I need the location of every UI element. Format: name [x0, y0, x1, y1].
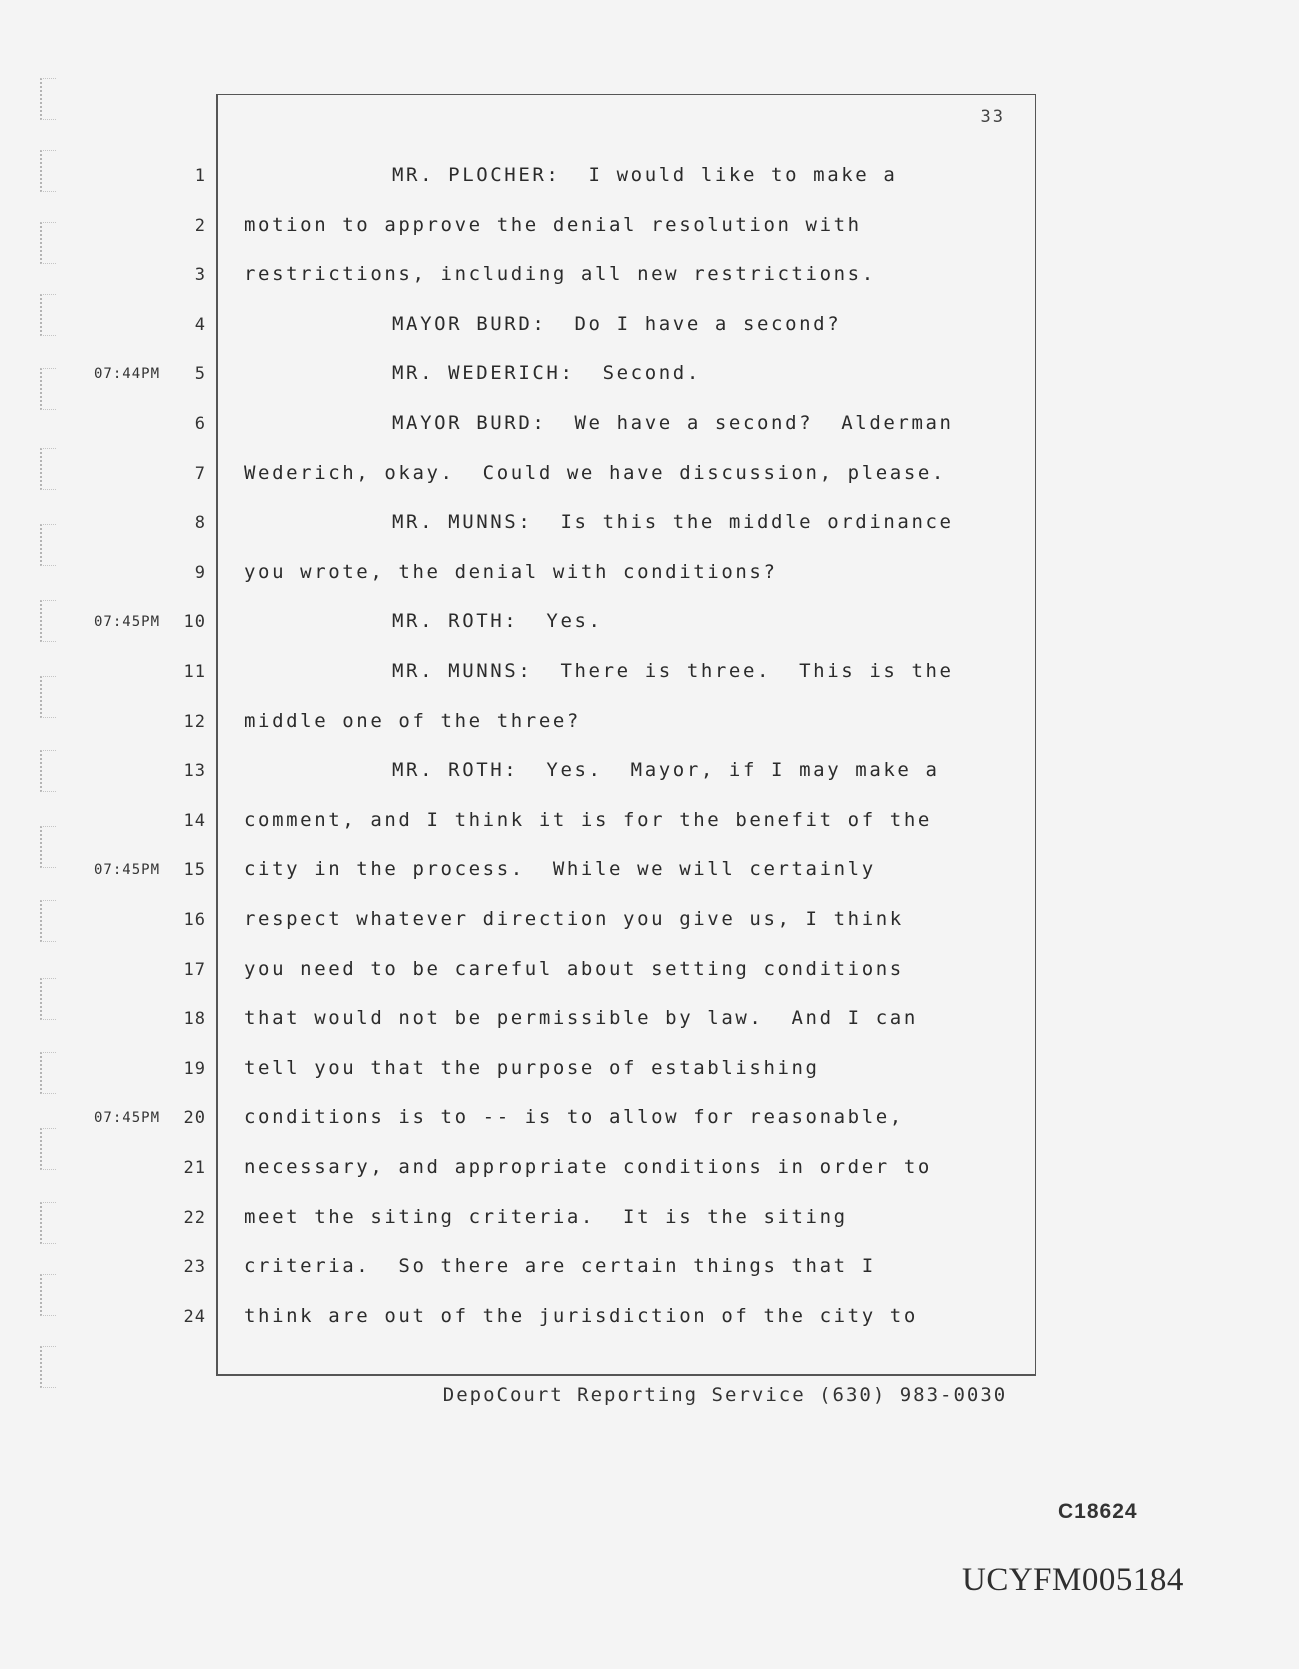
- line-text: MR. ROTH: Yes.: [392, 610, 603, 633]
- transcript-line: [0, 606, 1299, 655]
- transcript-line: [0, 259, 1299, 308]
- line-number: 18: [183, 1009, 206, 1030]
- transcript-line: [0, 1053, 1299, 1102]
- line-text: you wrote, the denial with conditions?: [244, 560, 778, 583]
- transcript-line: [0, 507, 1299, 556]
- line-number: 10: [183, 612, 206, 633]
- line-number: 6: [194, 414, 206, 434]
- transcript-line: [0, 458, 1299, 507]
- timestamp: 07:45PM: [94, 1110, 161, 1127]
- line-text: MR. PLOCHER: I would like to make a: [392, 164, 898, 186]
- line-number: 1: [194, 166, 206, 186]
- line-number: 3: [194, 265, 206, 286]
- line-number: 16: [183, 910, 206, 930]
- transcript-line: [0, 210, 1299, 259]
- line-text: MR. MUNNS: There is three. This is the: [392, 660, 954, 682]
- line-text: think are out of the jurisdiction of the city to: [244, 1304, 918, 1327]
- line-number: 8: [194, 513, 206, 534]
- line-number: 20: [183, 1108, 206, 1129]
- line-text: MR. MUNNS: Is this the middle ordinance: [392, 511, 954, 534]
- line-text: MAYOR BURD: We have a second? Alderman: [392, 412, 954, 434]
- line-text: respect whatever direction you give us, I think: [244, 908, 904, 930]
- transcript-line: [0, 1003, 1299, 1052]
- line-text: meet the siting criteria. It is the siting: [244, 1205, 848, 1228]
- line-number: 19: [183, 1058, 206, 1079]
- line-text: Wederich, okay. Could we have discussion, please.: [244, 461, 946, 484]
- transcript-line: [0, 854, 1299, 903]
- line-number: 21: [183, 1158, 206, 1178]
- line-text: comment, and I think it is for the benefit of the: [244, 808, 932, 831]
- page-number: 33: [980, 107, 1005, 127]
- timestamp: 07:45PM: [94, 614, 161, 631]
- line-text: that would not be permissible by law. And I can: [244, 1007, 918, 1030]
- line-text: city in the process. While we will certainly: [244, 858, 876, 881]
- transcript-line: [0, 1102, 1299, 1151]
- transcript-line: [0, 1251, 1299, 1300]
- line-number: 15: [183, 860, 206, 881]
- timestamp: 07:44PM: [94, 366, 161, 383]
- transcript-line: [0, 160, 1299, 209]
- line-number: 22: [183, 1207, 206, 1228]
- line-number: 13: [183, 761, 206, 782]
- margin-mark: [40, 1346, 56, 1388]
- line-number: 7: [194, 463, 206, 484]
- line-number: 24: [183, 1306, 206, 1327]
- timestamp: 07:45PM: [94, 862, 161, 879]
- transcript-line: [0, 557, 1299, 606]
- line-text: motion to approve the denial resolution with: [244, 213, 862, 236]
- transcript-line: [0, 805, 1299, 854]
- transcript-line: [0, 656, 1299, 705]
- document-code: C18624: [1058, 1500, 1138, 1523]
- transcript-line: [0, 408, 1299, 457]
- line-text: criteria. So there are certain things that I: [244, 1255, 876, 1278]
- transcript-line: [0, 755, 1299, 804]
- line-text: restrictions, including all new restrictions.: [244, 263, 876, 286]
- line-number: 14: [183, 810, 206, 831]
- bates-number: UCYFM005184: [962, 1562, 1184, 1598]
- transcript-line: [0, 309, 1299, 358]
- transcript-line: [0, 1202, 1299, 1251]
- line-number: 11: [183, 662, 206, 682]
- transcript-line: [0, 1301, 1299, 1350]
- transcript-line: [0, 358, 1299, 407]
- line-text: MR. WEDERICH: Second.: [392, 362, 701, 385]
- reporter-footer: DepoCourt Reporting Service (630) 983-0030: [442, 1384, 1008, 1406]
- line-number: 23: [183, 1257, 206, 1278]
- margin-mark: [40, 78, 56, 120]
- line-text: tell you that the purpose of establishing: [244, 1056, 820, 1079]
- line-text: middle one of the three?: [244, 709, 581, 732]
- line-number: 5: [194, 364, 206, 385]
- line-number: 17: [183, 959, 206, 980]
- transcript-line: [0, 904, 1299, 953]
- line-number: 2: [194, 215, 206, 236]
- transcript-line: [0, 954, 1299, 1003]
- line-text: MAYOR BURD: Do I have a second?: [392, 312, 842, 335]
- line-number: 9: [194, 562, 206, 583]
- line-text: you need to be careful about setting conditions: [244, 957, 904, 980]
- line-text: MR. ROTH: Yes. Mayor, if I may make a: [392, 759, 940, 782]
- transcript-line: [0, 1152, 1299, 1201]
- line-number: 4: [194, 314, 206, 335]
- transcript-line: [0, 706, 1299, 755]
- line-text: conditions is to -- is to allow for reasonable,: [244, 1106, 904, 1129]
- line-text: necessary, and appropriate conditions in order to: [244, 1156, 932, 1178]
- line-number: 12: [183, 711, 206, 732]
